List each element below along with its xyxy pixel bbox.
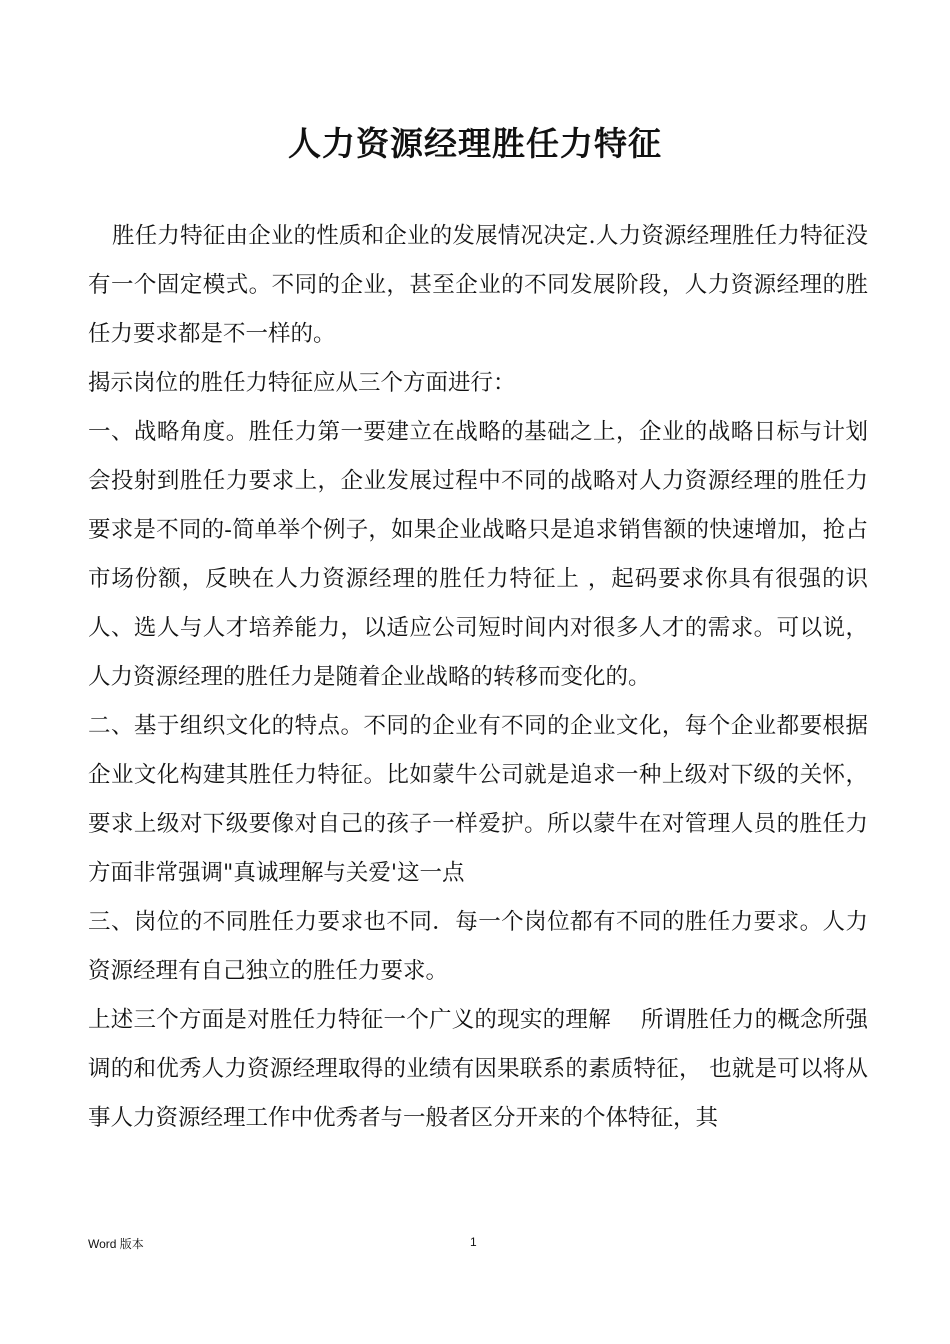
paragraph-culture: 二、基于组织文化的特点。不同的企业有不同的企业文化，每个企业都要根据企业文化构建其胜任力特征。比如蒙牛公司就是追求一种上级对下级的关怀，要求上级对下级要像对自己的孩子一样爱护。所以蒙牛在对管理人员的胜任力方面非常强调"真诚理解与关爱'这一点 bbox=[88, 713, 868, 886]
paragraph-aspects-lead: 揭示岗位的胜任力特征应从三个方面进行： bbox=[88, 370, 516, 396]
document-body bbox=[88, 212, 868, 1143]
footer-version-label: Word 版本 bbox=[88, 1237, 144, 1251]
paragraph-position: 三、岗位的不同胜任力要求也不同．每一个岗位都有不同的胜任力要求。人力资源经理有自己独立的胜任力要求。 bbox=[88, 909, 868, 984]
paragraph-intro: 胜任力特征由企业的性质和企业的发展情况决定.人力资源经理胜任力特征没有一个固定模式。不同的企业，甚至企业的不同发展阶段，人力资源经理的胜任力要求都是不一样的。 bbox=[88, 223, 868, 347]
footer-page-number: 1 bbox=[470, 1235, 477, 1249]
document-title: 人力资源经理胜任力特征 bbox=[288, 124, 662, 163]
paragraph-summary: 上述三个方面是对胜任力特征一个广义的现实的理解 所谓胜任力的概念所强调的和优秀人力资源经理取得的业绩有因果联系的素质特征， 也就是可以将从事人力资源经理工作中优秀者与一般者区分开来的个体特征，其 bbox=[88, 1007, 868, 1131]
paragraph-strategy: 一、战略角度。胜任力第一要建立在战略的基础之上，企业的战略日标与计划会投射到胜任力要求上，企业发展过程中不同的战略对人力资源经理的胜任力要求是不同的-简单举个例子，如果企业战略只是追求销售额的快速增加，抢占市场份额，反映在人力资源经理的胜任力特征上 ，起码要求你具有很强的识人、选人与人才培养能力，以适应公司短时间内对很多人才的需求。可以说，人力资源经理的胜任力是随着企业战略的转移而变化的。 bbox=[88, 419, 868, 690]
